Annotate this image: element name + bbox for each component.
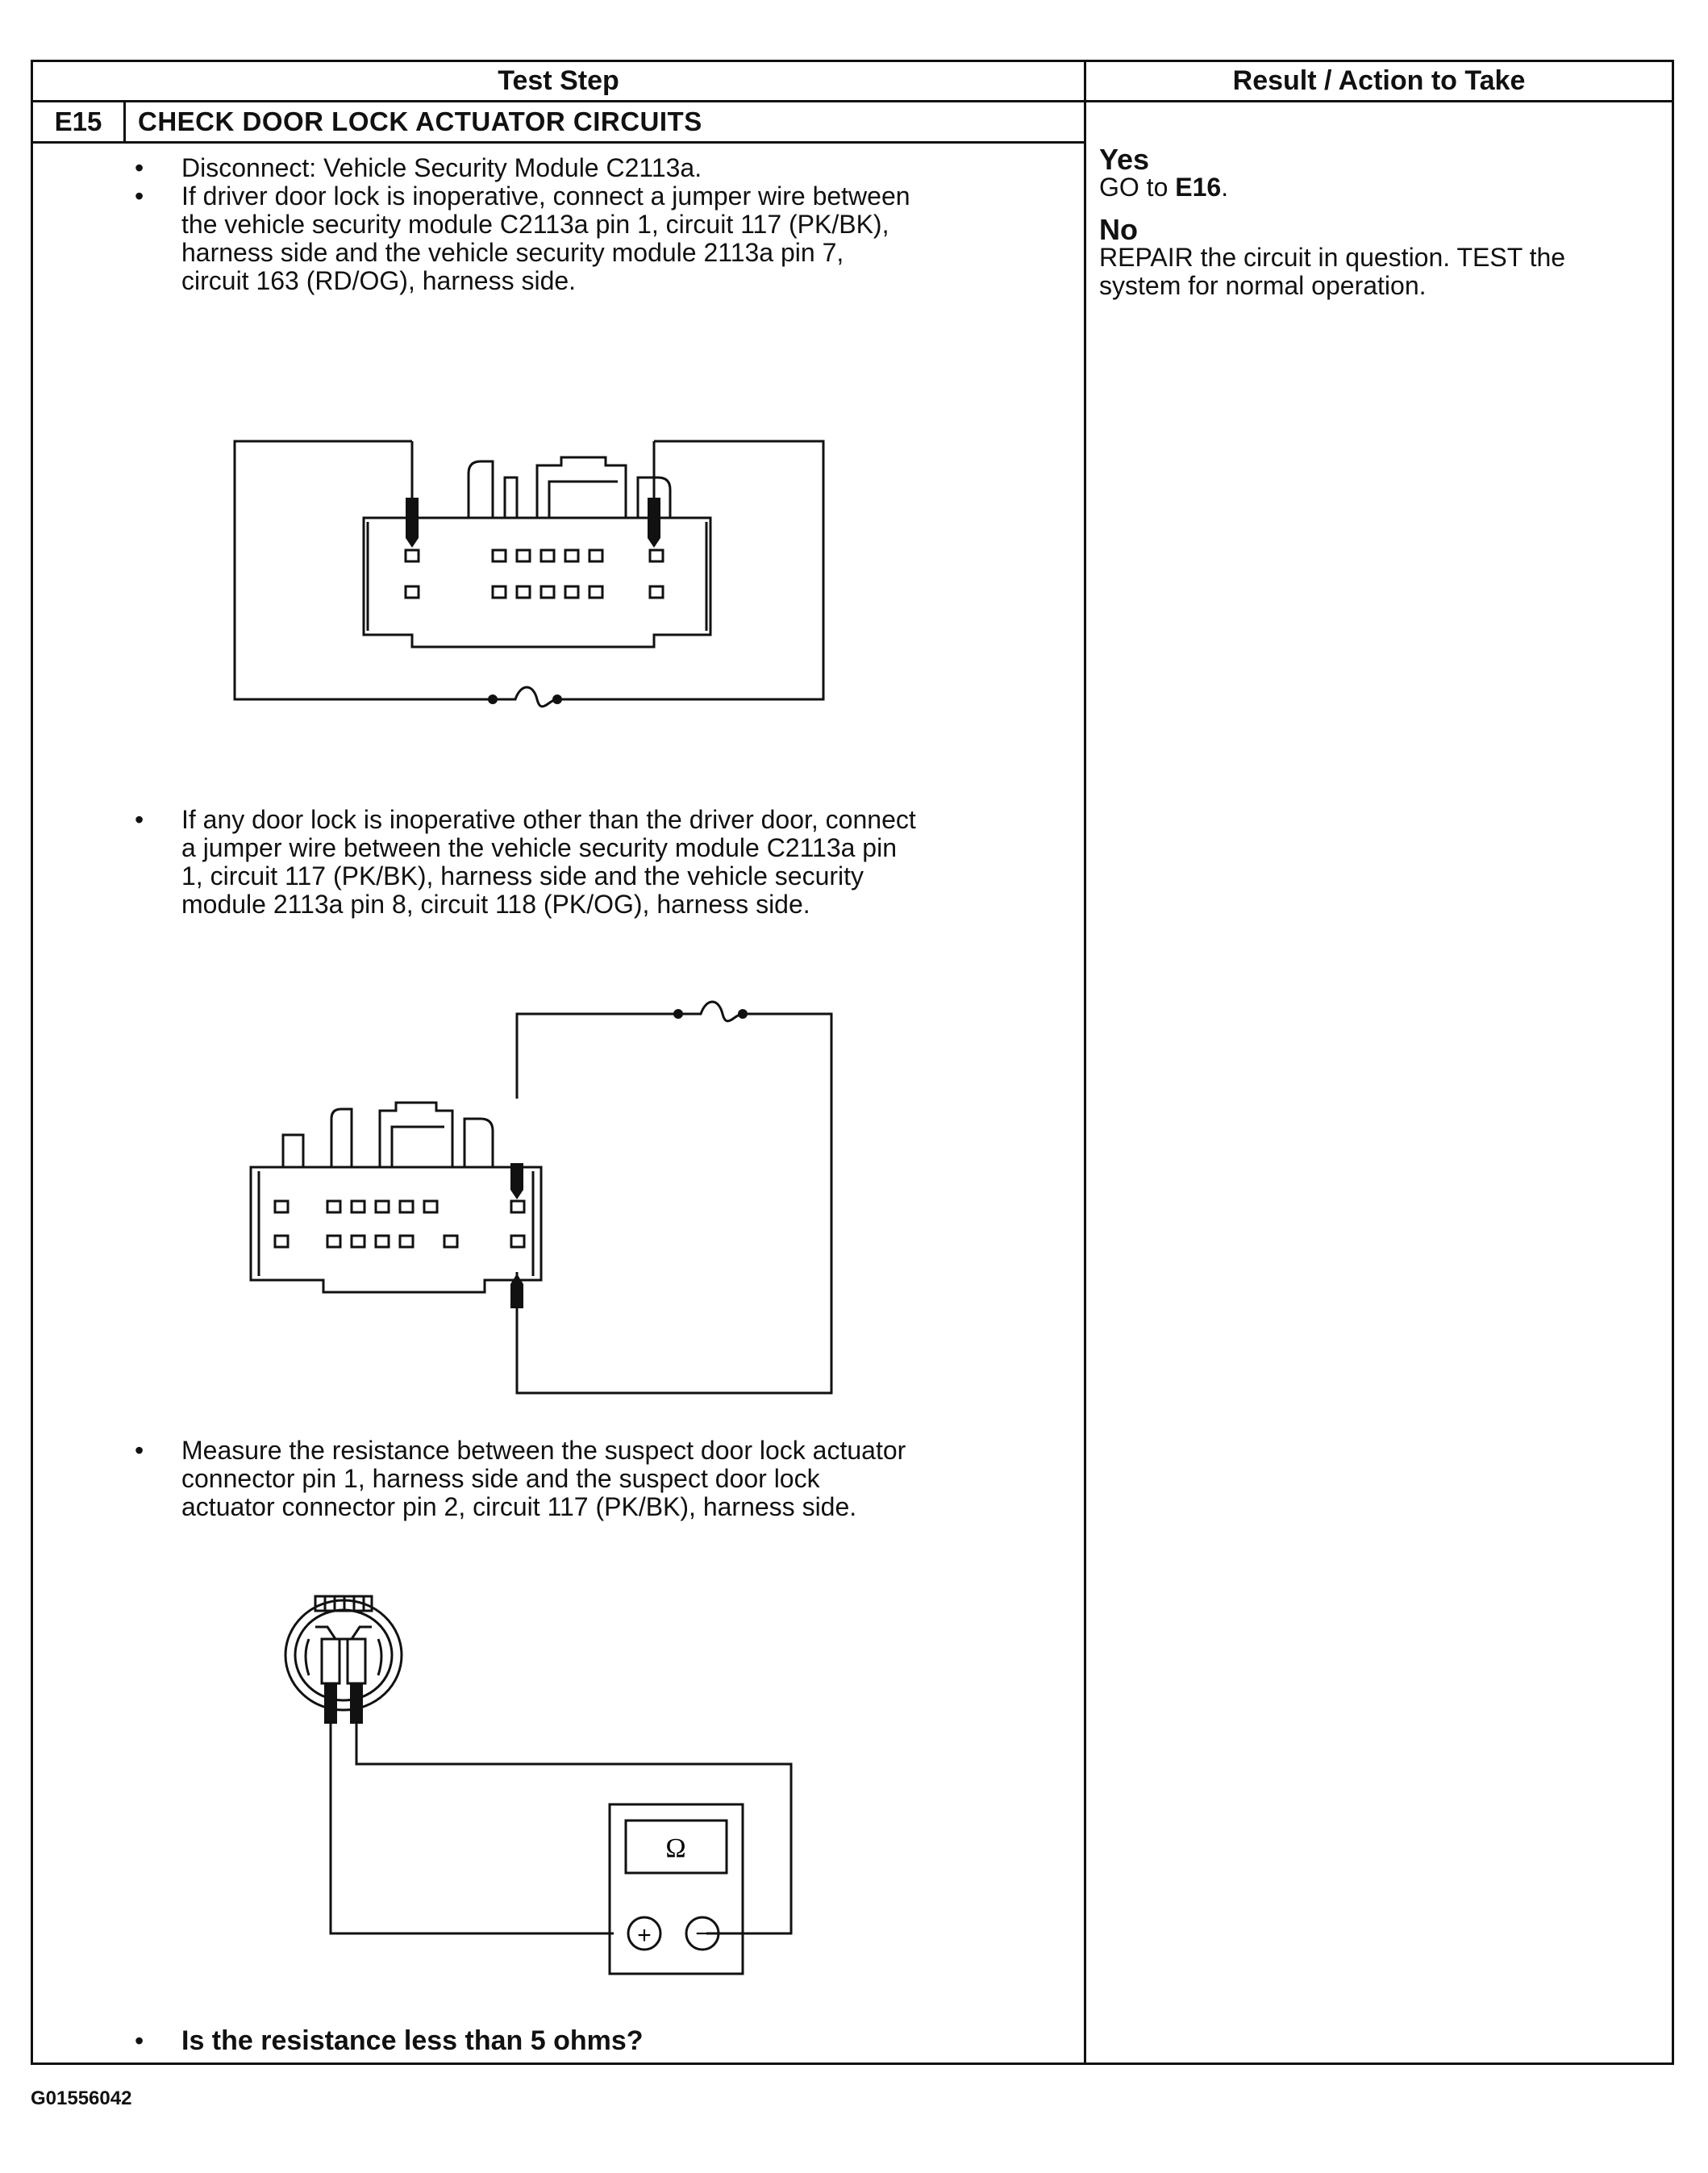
connector-jumper-diagram-other [219, 990, 880, 1409]
text-line: harness side and the vehicle security module 2113a pin 7, [181, 238, 844, 267]
bullet-dot: • [135, 1436, 144, 1465]
step-number: E15 [54, 106, 102, 136]
instruction-measure-resistance [181, 1437, 906, 1521]
text-line: If driver door lock is inoperative, connect a jumper wire between [181, 181, 910, 211]
text-line: system for normal operation. [1099, 271, 1427, 300]
header-result: Result / Action to Take [1232, 65, 1526, 96]
meter-plus-terminal: + [637, 1922, 652, 1949]
text-line: actuator connector pin 2, circuit 117 (PK/BK), harness side. [181, 1492, 857, 1521]
text-line: REPAIR the circuit in question. TEST the [1099, 243, 1566, 272]
text-line: a jumper wire between the vehicle security module C2113a pin [181, 833, 897, 862]
yes-target-step: E16 [1175, 173, 1222, 202]
header-test-step: Test Step [498, 65, 619, 96]
question-resistance: Is the resistance less than 5 ohms? [181, 2025, 644, 2056]
result-yes [1099, 145, 1228, 202]
connector-jumper-diagram-driver [227, 377, 839, 715]
meter-minus-terminal: − [695, 1921, 710, 1947]
text-line: the vehicle security module C2113a pin 1, circuit 117 (PK/BK), [181, 210, 889, 239]
yes-action-prefix: GO to [1099, 173, 1176, 202]
instruction-driver-door [181, 182, 910, 295]
instruction-other-doors [181, 806, 916, 919]
text-line: Measure the resistance between the suspect door lock actuator [181, 1436, 906, 1465]
ohm-symbol: Ω [665, 1833, 686, 1863]
figure-id: G01556042 [31, 2087, 132, 2109]
step-title: CHECK DOOR LOCK ACTUATOR CIRCUITS [138, 106, 702, 136]
text-line: If any door lock is inoperative other than the driver door, connect [181, 805, 916, 834]
text-line: module 2113a pin 8, circuit 118 (PK/OG), harness side. [181, 890, 810, 919]
step-number-divider [123, 102, 126, 141]
bullet-dot: • [135, 181, 144, 211]
yes-label: Yes [1099, 143, 1150, 176]
yes-action [1099, 173, 1228, 202]
text-line: connector pin 1, harness side and the suspect door lock [181, 1464, 820, 1493]
bullet-dot: • [135, 153, 144, 182]
column-divider [1084, 62, 1086, 2062]
yes-action-suffix: . [1221, 173, 1229, 202]
no-label: No [1099, 213, 1138, 246]
text-line: circuit 163 (RD/OG), harness side. [181, 266, 577, 295]
text-line: 1, circuit 117 (PK/BK), harness side and the vehicle security [181, 861, 864, 890]
result-no [1099, 215, 1565, 300]
bullet-dot: • [135, 805, 144, 834]
test-step-table [31, 60, 1674, 2065]
instruction-disconnect: Disconnect: Vehicle Security Module C2113a. [181, 153, 702, 182]
step-title-rule [33, 141, 1084, 144]
bullet-dot: • [135, 2026, 144, 2055]
ohmmeter-diagram [251, 1595, 831, 2014]
